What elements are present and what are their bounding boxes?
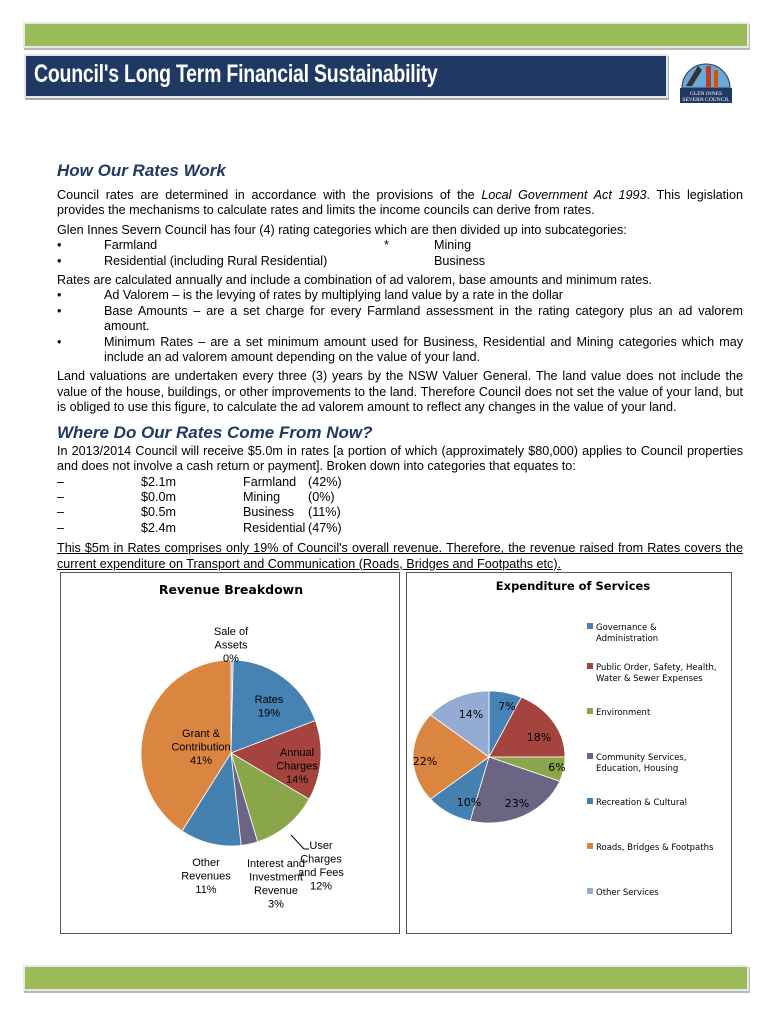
expenditure-chart-box [406, 572, 732, 934]
underlined-text: This $5m in Rates comprises only 19% of Council's overall revenue. Therefore, the revenue raised from Rates covers the current expenditure on Transport and Communication (Roads, Bridges and Footpaths etc). [57, 541, 743, 571]
pie-label-4: 10% [456, 796, 482, 809]
revenue-chart-box [60, 572, 400, 934]
main-content [57, 160, 743, 576]
bullet-item: • Base Amounts – are a set charge for every Farmland assessment in the rating category plus an ad valorem amount. [57, 303, 743, 334]
pie-label-0: Sale of Assets 0% [213, 626, 249, 665]
council-logo [676, 56, 736, 104]
percent: (47%) [308, 520, 342, 535]
chart-title: Revenue Breakdown [158, 582, 304, 597]
header-green-bar [23, 22, 749, 48]
amount: $0.0m [141, 489, 177, 504]
legend-swatch-4 [587, 798, 593, 804]
paragraph-rates-received: In 2013/2014 Council will receive $5.0m in rates [a portion of which (approximately $80,000) applies to Council properties and does not involve a cash return or payment]. Broken down into categories that equates to: [57, 443, 743, 474]
legend-swatch-1 [587, 663, 593, 669]
section-heading-where-rates-come-from: Where Do Our Rates Come From Now? [57, 422, 373, 442]
paragraph-valuations: Land valuations are undertaken every three (3) years by the NSW Valuer General. The land value does not include the value of the house, buildings, or other improvements to the land. Therefore Council does not set the value of your land, but is obliged to use this figure, to calculate the ad valorem amount to reflect any changes in the value of your land. [57, 369, 743, 415]
revenue-pie-chart [61, 573, 399, 933]
pie-label-6: 14% [458, 708, 484, 721]
bullet-item: • Ad Valorem – is the levying of rates by multiplying land value by a rate in the dollar [57, 288, 563, 303]
pie-label-4: Interest and Investment Revenue 3% [246, 858, 306, 911]
pie-label-2: Annual Charges 14% [276, 747, 318, 786]
pie-label-3: User Charges and Fees 12% [298, 840, 344, 893]
category-marker: * [384, 238, 389, 253]
expenditure-pie-chart [407, 573, 731, 933]
bullet-item: • Minimum Rates – are a set minimum amount used for Business, Residential and Mining categories which may include an ad valorem amount depending on the value of your land. [57, 334, 743, 365]
pie-label-2: 6% [548, 761, 566, 774]
bullet-text: Ad Valorem – is the levying of rates by multiplying land value by a rate in the dollar [104, 288, 563, 303]
category: Business [243, 505, 295, 520]
category: Mining [434, 238, 472, 253]
paragraph-categories: Glen Innes Severn Council has four (4) rating categories which are then divided up into subcategories: [57, 222, 627, 237]
paragraph-calculation: Rates are calculated annually and include a combination of ad valorem, base amounts and minimum rates. [57, 273, 653, 288]
dash: – [57, 505, 65, 520]
legend-item-5: Roads, Bridges & Footpaths [596, 843, 714, 853]
legend-item-4: Recreation & Cultural [596, 798, 687, 808]
pie-label-1: 18% [526, 731, 552, 744]
rate-row [57, 475, 743, 490]
amount: $2.4m [141, 520, 177, 535]
rate-row [57, 521, 743, 536]
paragraph-revenue-summary [57, 541, 743, 572]
title-banner [24, 54, 668, 98]
act-name: Local Government Act 1993 [481, 188, 647, 202]
legend-item-3: Community Services, Education, Housing [596, 753, 687, 774]
leader-line [291, 835, 309, 849]
page-title: Council's Long Term Financial Sustainability [34, 60, 438, 88]
chart-title: Expenditure of Services [495, 579, 651, 593]
legend-swatch-0 [587, 623, 593, 629]
logo-text-2: SEVERN COUNCIL [682, 97, 730, 103]
legend-swatch-2 [587, 708, 593, 714]
amount: $2.1m [141, 474, 177, 489]
category: Farmland [243, 474, 297, 489]
rate-row [57, 490, 743, 505]
legend-item-1: Public Order, Safety, Health, Water & Sewer Expenses [596, 663, 717, 684]
category-row: • Residential (including Rural Residential) Business [57, 253, 486, 268]
rate-row [57, 505, 743, 520]
pie-label-1: Rates 19% [254, 694, 284, 720]
dash: – [57, 520, 65, 535]
dash: – [57, 474, 65, 489]
amount: $0.5m [141, 505, 177, 520]
section-heading-how-rates-work: How Our Rates Work [57, 161, 226, 180]
category: Residential [243, 520, 306, 535]
legend-swatch-5 [587, 843, 593, 849]
category: Mining [243, 489, 281, 504]
pie-label-3: 23% [504, 797, 530, 810]
paragraph-legislation [57, 188, 743, 219]
legend-swatch-6 [587, 888, 593, 894]
percent: (0%) [308, 489, 335, 504]
category-row: • Farmland * Mining [57, 238, 472, 253]
percent: (42%) [308, 474, 342, 489]
footer-green-bar [23, 965, 749, 991]
text: . This legislation provides the mechanisms to calculate rates and limits the income councils can derive from rates. [57, 188, 743, 218]
logo-text-1: GLEN INNES [689, 91, 723, 97]
text: Council rates are determined in accordance with the provisions of the [57, 188, 482, 202]
pie-label-5: 22% [412, 755, 438, 768]
dash: – [57, 489, 65, 504]
legend-item-0: Governance & Administration [596, 623, 659, 644]
percent: (11%) [308, 505, 341, 520]
bullet-text: Base Amounts – are a set charge for every Farmland assessment in the rating category plus an ad valorem amount. [104, 303, 743, 334]
bullet-text: Minimum Rates – are a set minimum amount used for Business, Residential and Mining categories which may include an ad valorem amount depending on the value of your land. [104, 334, 743, 365]
legend-item-6: Other Services [596, 888, 659, 898]
pie-label-0: 7% [498, 700, 516, 713]
legend-item-2: Environment [596, 708, 651, 718]
category-marker [384, 254, 434, 269]
legend-swatch-3 [587, 753, 593, 759]
pie-label-5: Other Revenues 11% [181, 857, 231, 896]
category: Business [434, 253, 486, 268]
pie-label-6: Grant & Contribution 41% [171, 728, 231, 767]
category: Farmland [104, 238, 158, 253]
category: Residential (including Rural Residential) [104, 253, 328, 268]
